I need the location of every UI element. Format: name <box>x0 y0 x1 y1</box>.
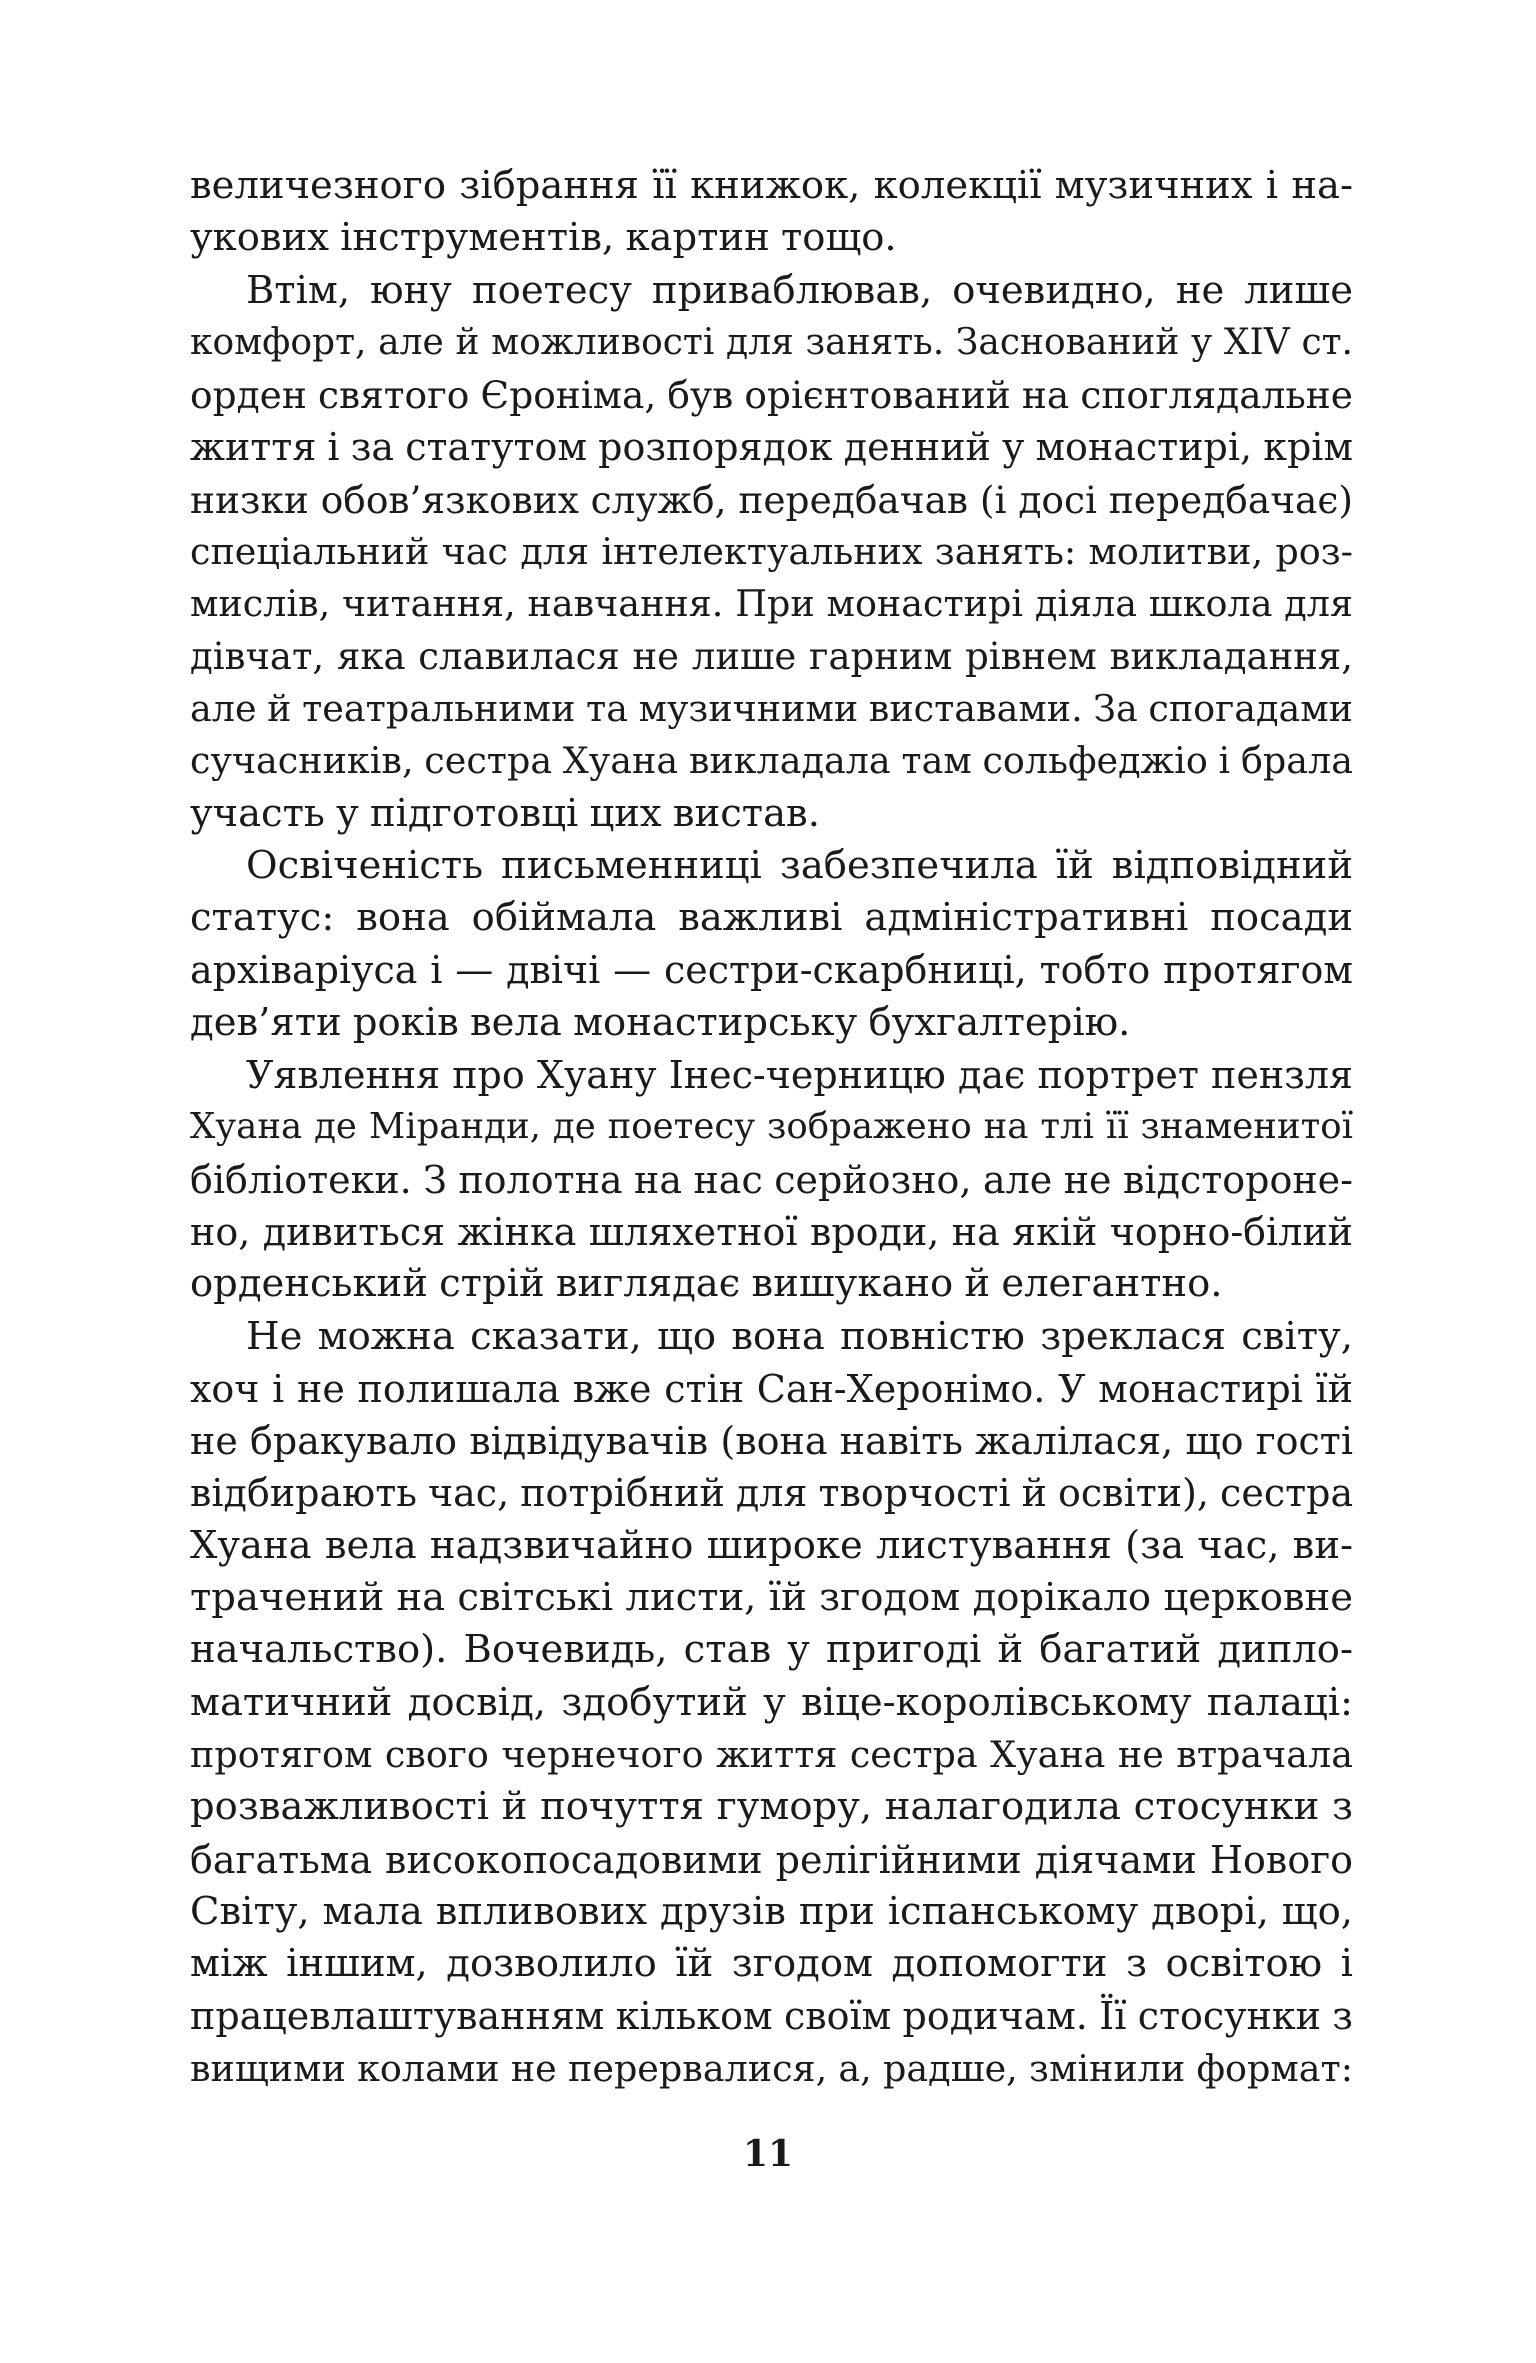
text-line: відбирають час, потрібний для творчості й освіти), сестра <box>190 1471 1353 1516</box>
text-line: начальство). Вочевидь, став у пригоді й багатий дипло- <box>190 1627 1353 1673</box>
text-line: Уявлення про Хуану Інес-черницю дає портрет пензля <box>246 1053 1353 1098</box>
text-line: орденський стрій виглядає вишукано й елегантно. <box>190 1261 1223 1307</box>
text-line: дев’яти років вела монастирську бухгалтерію. <box>190 999 1131 1045</box>
paragraph <box>190 840 1353 1049</box>
text-line: Втім, юну поетесу приваблював, очевидно, не лише <box>246 267 1353 313</box>
text-line: життя і за статутом розпорядок денний у монастирі, крім <box>190 425 1353 470</box>
text-line: матичний досвід, здобутий у віце-королівському палаці: <box>190 1679 1353 1725</box>
text-line: сучасників, сестра Хуана викладала там сольфеджіо і брала <box>190 739 1353 783</box>
paragraph <box>190 1049 1353 1310</box>
text-line: низки обов’язкових служб, передбачав (і досі передбачає) <box>190 477 1353 522</box>
paragraph <box>190 160 1353 265</box>
text-line: величезного зібрання її книжок, колекції музичних і на- <box>190 163 1353 208</box>
text-line: спеціальний час для інтелектуальних занять: молитви, роз- <box>190 530 1353 574</box>
text-line: багатьма високопосадовими релігійними діячами Нового <box>190 1837 1353 1882</box>
text-line: розважливості й почуття гумору, налагодила стосунки з <box>190 1784 1353 1830</box>
page-number: 11 <box>742 2133 794 2175</box>
text-line: архіваріуса і — двічі — сестри-скарбниці, тобто протягом <box>190 948 1353 993</box>
paragraph <box>190 1311 1353 2095</box>
text-line: але й театральними та музичними виставами. За спогадами <box>190 686 1353 730</box>
text-line: укових інструментів, картин тощо. <box>190 215 897 261</box>
text-line: Освіченість письменниці забезпечила їй відповідний <box>246 842 1353 888</box>
text-line: Світу, мала впливових друзів при іспанському дворі, що, <box>190 1888 1353 1934</box>
text-line: орден святого Єроніма, був орієнтований на споглядальне <box>190 373 1353 418</box>
text-line: Не можна сказати, що вона повністю зреклася світу, <box>246 1313 1353 1359</box>
text-line: не бракувало відвідувачів (вона навіть жалілася, що гості <box>190 1419 1353 1464</box>
text-line: Хуана вела надзвичайно широке листування (за час, ви- <box>190 1522 1353 1568</box>
text-line: трачений на світські листи, їй згодом дорікало церковне <box>190 1575 1353 1621</box>
text-line: бібліотеки. З полотна на нас серйозно, але не відстороне- <box>190 1157 1353 1202</box>
text-line: між іншим, дозволило їй згодом допомогти з освітою і <box>190 1941 1353 1987</box>
text-line: хоч і не полишала вже стін Сан-Херонімо. У монастирі їй <box>190 1366 1353 1411</box>
text-line: вищими колами не перервалися, а, радше, змінили формат: <box>190 2046 1353 2090</box>
text-line: но, дивиться жінка шляхетної вроди, на якій чорно-білий <box>190 1209 1353 1254</box>
paragraph <box>190 265 1353 840</box>
text-line: дівчат, яка славилася не лише гарним рівнем викладання, <box>190 634 1353 678</box>
text-line: працевлаштуванням кільком своїм родичам. Її стосунки з <box>190 1994 1353 2039</box>
page-body <box>190 160 1353 2095</box>
text-line: участь у підготовці цих вистав. <box>190 790 820 836</box>
text-line: мислів, читання, навчання. При монастирі діяла школа для <box>190 582 1353 626</box>
text-line: статус: вона обіймала важливі адміністративні посади <box>190 895 1353 941</box>
text-line: протягом свого чернечого життя сестра Хуана не втрачала <box>190 1732 1353 1776</box>
text-line: Хуана де Міранди, де поетесу зображено на тлі її знаменитої <box>190 1106 1353 1148</box>
text-line: комфорт, але й можливості для занять. Заснований у XIV ст. <box>190 321 1353 363</box>
